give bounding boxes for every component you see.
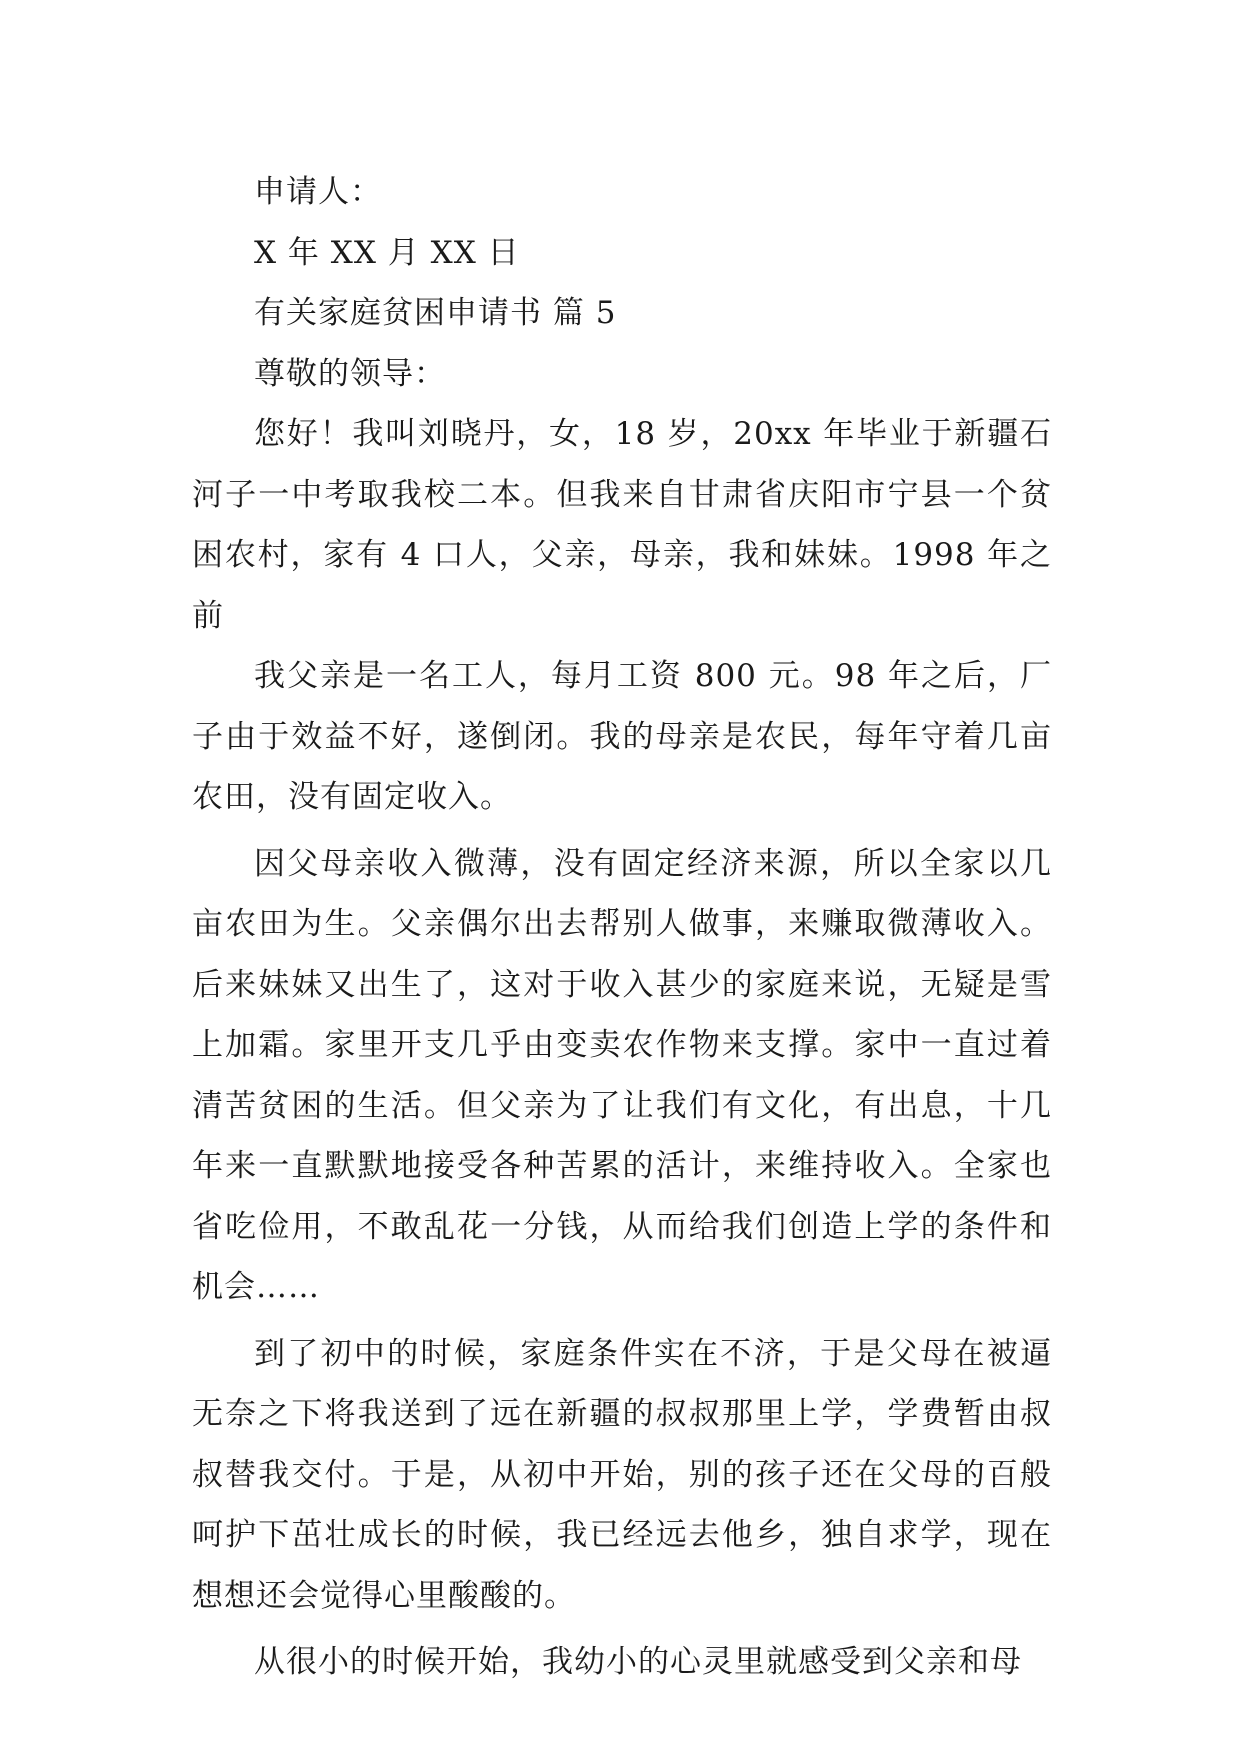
paragraph: 从很小的时候开始，我幼小的心灵里就感受到父亲和母 [254,1644,1022,1680]
paragraph: 您好！我叫刘晓丹，女，18 岁，20xx 年毕业于新疆石河子一中考取我校二本。但我来自甘肃省庆阳市宁县一个贫困农村，家有 4 口人，父亲，母亲，我和妹妹。1998 年之前 [192,416,1052,634]
section-title: 有关家庭贫困申请书 篇 5 [254,295,617,331]
date-line: X 年 XX 月 XX 日 [254,234,520,271]
document-body [192,162,1052,1693]
paragraph: 我父亲是一名工人，每月工资 800 元。98 年之后，厂子由于效益不好，遂倒闭。我的母亲是农民，每年守着几亩农田，没有固定收入。 [192,658,1052,815]
applicant-label: 申请人： [254,174,382,210]
paragraph: 到了初中的时候，家庭条件实在不济，于是父母在被逼无奈之下将我送到了远在新疆的叔叔那里上学，学费暂由叔叔替我交付。于是，从初中开始，别的孩子还在父母的百般呵护下茁壮成长的时候，我已经远去他乡，独自求学，现在想想还会觉得心里酸酸的。 [192,1335,1052,1614]
salutation: 尊敬的领导： [254,355,446,392]
paragraph: 因父母亲收入微薄，没有固定经济来源，所以全家以几亩农田为生。父亲偶尔出去帮别人做事，来赚取微薄收入。后来妹妹又出生了，这对于收入甚少的家庭来说，无疑是雪上加霜。家里开支几乎由变卖农作物来支撑。家中一直过着清苦贫困的生活。但父亲为了让我们有文化，有出息，十几年来一直默默地接受各种苦累的活计，来维持收入。全家也省吃俭用，不敢乱花一分钱，从而给我们创造上学的条件和机会…… [192,845,1052,1305]
